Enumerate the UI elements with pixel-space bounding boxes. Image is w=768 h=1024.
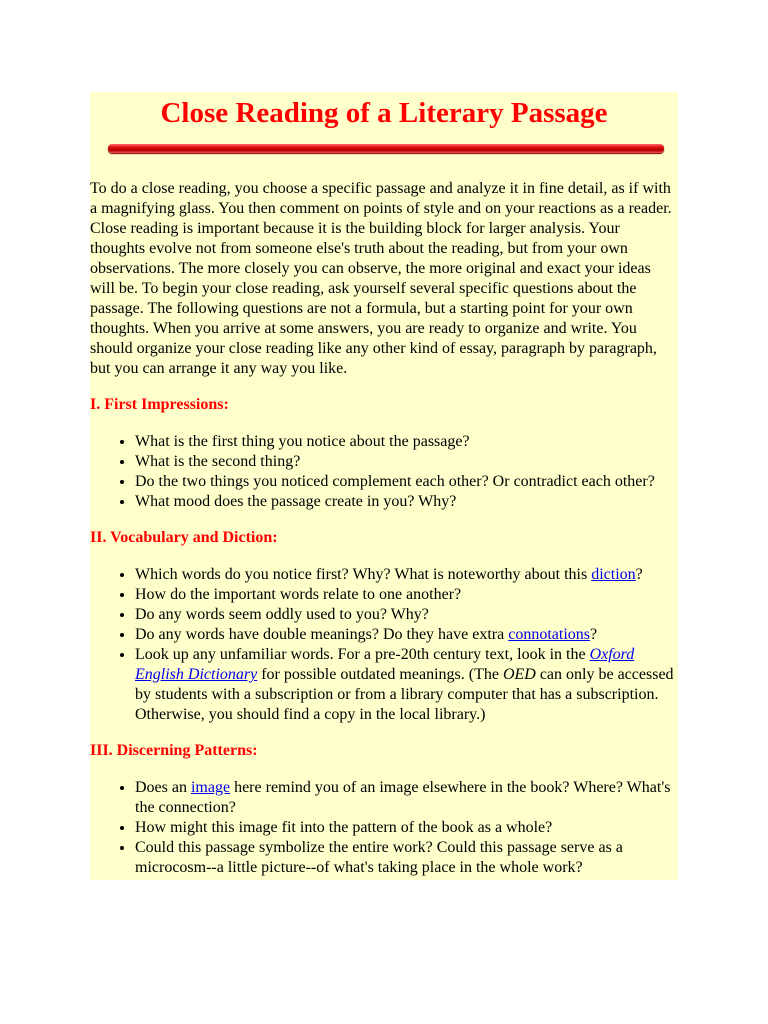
section-heading-discerning-patterns: III. Discerning Patterns: xyxy=(90,742,258,759)
intro-paragraph: To do a close reading, you choose a specific passage and analyze it in fine detail, as if with a magnifying glass. You then comment on points of style and on your reactions as a reader. Close reading is important because it is the building block for larger analysis. Your thoughts evolve not from someone else's truth about the reading, but from your own observations. The more closely you can observe, the more original and exact your ideas will be. To begin your close reading, ask yourself several specific questions about the passage. The following questions are not a formula, but a starting point for your own thoughts. When you arrive at some answers, you are ready to organize and write. You should organize your close reading like any other kind of essay, paragraph by paragraph, but you can arrange it any way you like. xyxy=(90,180,672,377)
image-link[interactable]: image xyxy=(190,779,231,796)
connotations-link[interactable]: connotations xyxy=(508,626,590,643)
vocabulary-diction-list xyxy=(90,565,678,725)
oxford-english-dictionary-link[interactable]: Oxford English Dictionary xyxy=(135,646,635,683)
page-title: Close Reading of a Literary Passage xyxy=(160,97,608,129)
list-item: • Do any words seem oddly used to you? Why? xyxy=(135,605,678,625)
section-heading-first-impressions: I. First Impressions: xyxy=(90,396,229,413)
list-item: • What is the first thing you notice about the passage? xyxy=(135,432,678,452)
list-item: • Does an image here remind you of an image elsewhere in the book? Where? What's the connection? xyxy=(135,778,678,818)
list-item: • Could this passage symbolize the entire work? Could this passage serve as a microcosm--a little picture--of what's taking place in the whole work? xyxy=(135,838,678,878)
list-item: • What is the second thing? xyxy=(135,452,678,472)
first-impressions-list xyxy=(90,432,678,512)
diction-link[interactable]: diction xyxy=(591,566,636,583)
section-heading-vocabulary-diction: II. Vocabulary and Diction: xyxy=(90,529,278,546)
list-item: • Do any words have double meanings? Do they have extra connotations? xyxy=(135,625,678,645)
list-item: • Do the two things you noticed complement each other? Or contradict each other? xyxy=(135,472,678,492)
document-page xyxy=(90,92,678,880)
discerning-patterns-list xyxy=(90,778,678,878)
red-divider-bar xyxy=(108,144,664,153)
list-item: • What mood does the passage create in you? Why? xyxy=(135,492,678,512)
list-item: • How might this image fit into the pattern of the book as a whole? xyxy=(135,818,678,838)
list-item: • Look up any unfamiliar words. For a pre-20th century text, look in the Oxford English Dictionary for possible outdated meanings. (The OED can only be accessed by students with a subscription or from a library computer that has a subscription. Otherwise, you should find a copy in the local library.) xyxy=(135,645,678,725)
list-item: • Which words do you notice first? Why? What is noteworthy about this diction? xyxy=(135,565,678,585)
list-item: • How do the important words relate to one another? xyxy=(135,585,678,605)
